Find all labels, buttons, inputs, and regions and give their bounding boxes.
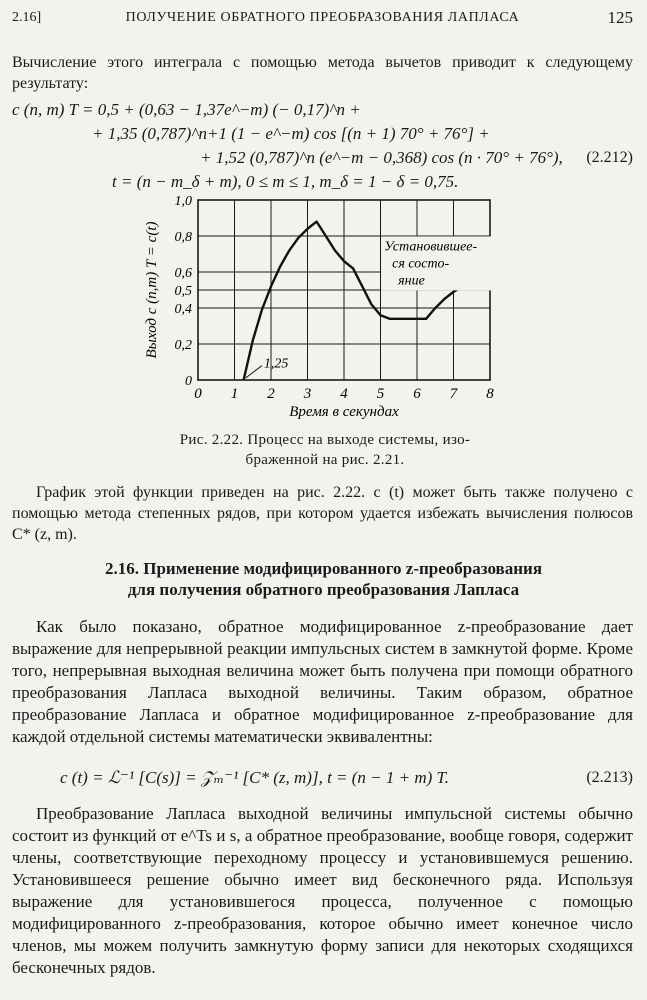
running-header	[12, 8, 633, 30]
annotation-leader	[246, 366, 262, 378]
steady-state-label-line: ся состо-	[392, 256, 450, 272]
figure-caption: Рис. 2.22. Процесс на выходе системы, изо- браженной на рис. 2.21.	[179, 432, 471, 468]
eq-2212-line3: + 1,52 (0,787)^n (e^−m − 0,368) cos (n · 70° + 76°),	[200, 148, 563, 167]
x-tick-label: 7	[449, 386, 458, 402]
eq-2212-line1: c (n, m) T = 0,5 + (0,63 − 1,37e^−m) (− 0,17)^n +	[12, 100, 361, 119]
y-tick-label: 0,8	[174, 230, 192, 245]
y-tick-label: 0,6	[174, 266, 192, 281]
chart-labels	[144, 194, 494, 420]
eq-2212-line2: + 1,35 (0,787)^n+1 (1 − e^−m) cos [(n + 1) 70° + 76°] +	[92, 124, 490, 143]
eq-2212-number: (2.212)	[586, 149, 633, 166]
eq-2213-number: (2.213)	[586, 769, 633, 786]
eq-2213: c (t) = ℒ⁻¹ [C(s)] = 𝒵ₘ⁻¹ [C* (z, m)], t = (n − 1 + m) T.	[60, 768, 450, 787]
steady-state-label-line: Установившее-	[384, 239, 478, 255]
section-heading: 2.16. Применение модифицированного z-преобразования для получения обратного преобразования Лапласа	[104, 559, 543, 599]
x-tick-label: 6	[413, 386, 421, 402]
x-tick-label: 8	[486, 386, 494, 402]
y-tick-label: 0,4	[174, 302, 192, 317]
para-after-figure: График этой функции приведен на рис. 2.22. c (t) может быть также получено с помощью метода степенных рядов, при котором удается избежать вычисления полюсов C* (z, m).	[12, 484, 633, 543]
x-tick-label: 2	[267, 386, 275, 402]
x-tick-label: 5	[376, 386, 385, 402]
steady-state-label-line: яние	[398, 273, 425, 289]
x-axis-title: Время в секундах	[289, 404, 399, 420]
x-tick-label: 1	[230, 386, 239, 402]
x-tick-label: 0	[194, 386, 202, 402]
y-tick-label: 0,5	[174, 284, 192, 299]
para-2: Преобразование Лапласа выходной величины импульсной системы обычно состоит из функций от e^Ts и s, а обратное преобразование, вообще говоря, содержит члены, соответствующие переходному процессу и установившемуся решению. Установившееся решение обычно имеет вид бесконечного ряда. Используя выражение для установившегося процесса, полученное с помощью модифицированного z-преобразования, которое обычно имеет конечное число членов, мы можем получить замкнутую форму записи для некоторых сходящихся бесконечных рядов.	[12, 804, 633, 977]
header-title: ПОЛУЧЕНИЕ ОБРАТНОГО ПРЕОБРАЗОВАНИЯ ЛАПЛАСА	[125, 10, 520, 25]
intro-paragraph: Вычисление этого интеграла с помощью метода вычетов приводит к следующему результату:	[12, 54, 633, 92]
para-1: Как было показано, обратное модифицированное z-преобразование дает выражение для непрерывной реакции импульсных систем в замкнутой форме. Кроме того, непрерывная выходная величина может быть получена при помощи обратного преобразования Лапласа выходной величины. Таким образом, обратное преобразование Лапласа и обратное модифицированное z-преобразование для каждой отдельной системы математически эквивалентны:	[12, 617, 633, 746]
y-tick-label: 0	[185, 374, 192, 389]
y-tick-label: 0,2	[174, 338, 192, 353]
y-axis-title: Выход c (n,m) T = c(t)	[144, 221, 160, 359]
y-tick-label: 1,0	[174, 194, 192, 209]
eq-2212-line4: t = (n − m_δ + m), 0 ≤ m ≤ 1, m_δ = 1 − δ = 0,75.	[112, 172, 459, 191]
x-tick-label: 3	[303, 386, 312, 402]
page-number: 125	[607, 8, 633, 27]
annotation-1-25: 1,25	[263, 356, 289, 372]
section-ref: 2.16]	[12, 10, 42, 25]
output-chart	[130, 190, 520, 420]
x-tick-label: 4	[340, 386, 348, 402]
